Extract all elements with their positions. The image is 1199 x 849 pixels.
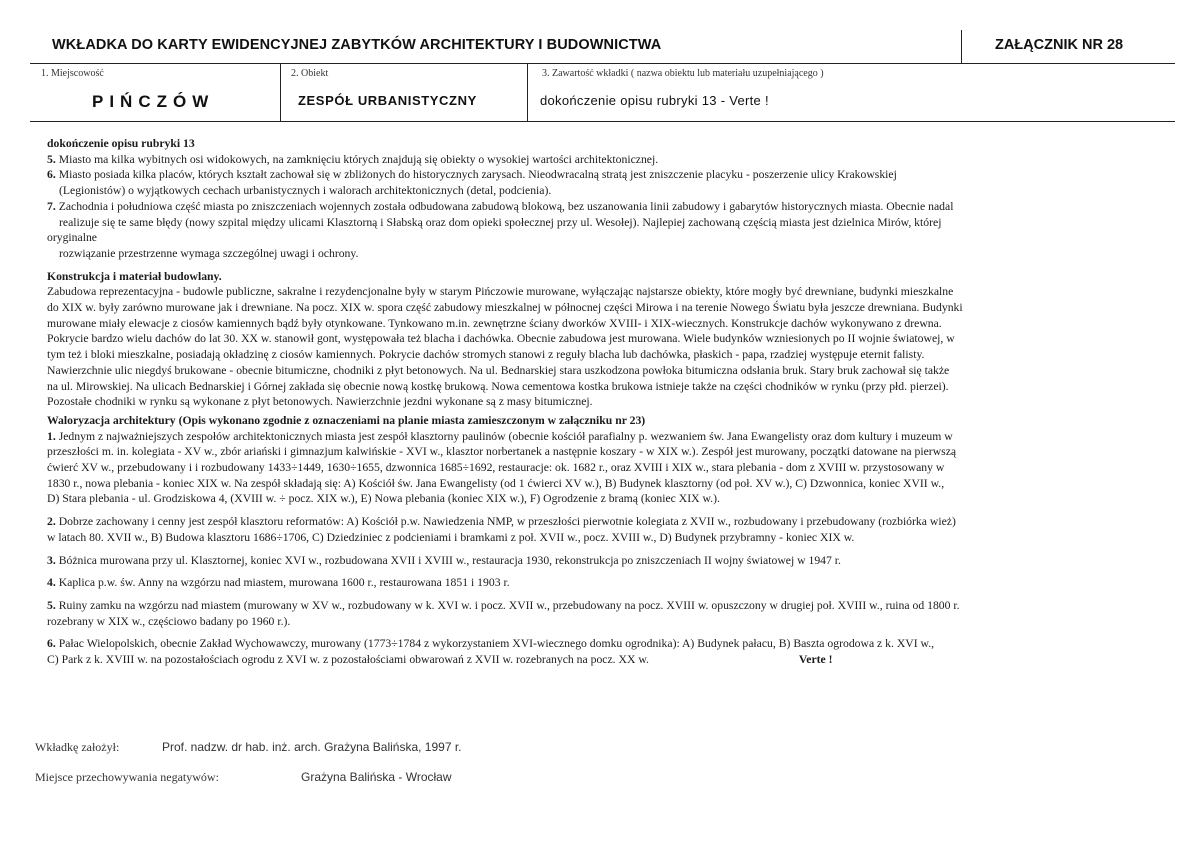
locality-value: PIŃCZÓW	[92, 92, 215, 111]
text-line: C) Park z k. XVIII w. na pozostałościach ogrodu z XVI w. z pozostałościami obwarowań z XVII w. rozebranych na pocz. XX w. Verte !	[47, 653, 833, 667]
paragraph: 7. Zachodnia i południowa część miasta po zniszczeniach wojennych została odbudowana zabudową blokową, bez uszanowania linii zabudowy i gabarytów historycznych miasta. Obecnie nadal	[47, 199, 954, 213]
negatives-label: Miejsce przechowywania negatywów:	[35, 770, 219, 784]
list-item: 4. Kaplica p.w. św. Anny na wzgórzu nad miastem, murowana 1600 r., restaurowana 1851 i 1903 r.	[47, 576, 510, 590]
section-heading: dokończenie opisu rubryki 13	[47, 137, 195, 150]
author-label: Wkładkę założył:	[35, 740, 120, 754]
annex-number: ZAŁĄCZNIK NR 28	[995, 37, 1124, 53]
list-item: 6. Pałac Wielopolskich, obecnie Zakład Wychowawczy, murowany (1773÷1784 z wykorzystaniem XVI-wiecznego domku ogrodnika): A) Budynek pałacu, B) Baszta ogrodowa z k. XVI w.,	[47, 637, 935, 651]
section-heading: Waloryzacja architektury (Opis wykonano zgodnie z oznaczeniami na planie miasta zamieszczonym w załączniku nr 23)	[47, 413, 646, 427]
text-line: ćwierć XV w., przebudowany i i rozbudowany 1433÷1449, 1630÷1655, dzwonnica 1685÷1692, restauracje: ok. 1682 r., oraz XVIII i XIX w., stara plebania - dom z XVIII w. przystosowany w	[47, 461, 945, 475]
author-value: Prof. nadzw. dr hab. inż. arch. Grażyna Balińska, 1997 r.	[162, 740, 462, 754]
list-item: 1. Jednym z najważniejszych zespołów architektonicznych miasta jest zespół klasztorny paulinów (obecnie kościół parafialny p. wezwaniem św. Jana Ewangelisty oraz dom kultury i muzeum w	[47, 429, 953, 443]
locality-label: 1. Miejscowość	[41, 68, 104, 79]
object-value: ZESPÓŁ URBANISTYCZNY	[298, 93, 477, 108]
paragraph-continuation: oryginalne	[47, 231, 97, 245]
paragraph-continuation: realizuje się te same błędy (nowy szpital między ulicami Klasztorną i Słabską oraz dom opieki społecznej przy ul. Wesołej). Najlepiej zachowaną częścią miasta jest dzielnica Mirów, której	[59, 215, 942, 229]
paragraph: 6. Miasto posiada kilka placów, których kształt zachował się w zbliżonych do historycznych zarysach. Nieodwracalną stratą jest zniszczenie placyku - poszerzenie ulicy Krakowskiej	[47, 168, 897, 182]
table-top-border	[30, 63, 1175, 64]
text-line: 1830 r., nowa plebania - koniec XIX w. Na zespół składają się: A) Kościół św. Jana Ewangelisty (od 1 ćwierci XV w.), B) Budynek klasztorny (od poł. XV w.), C) Dzwonnica, koniec XVII w.,	[47, 476, 945, 490]
text-line: rozebrany w XIX w., częściowo badany po 1960 r.).	[47, 614, 291, 628]
paragraph: 5. Miasto ma kilka wybitnych osi widokowych, na zamknięciu których znajdują się obiekty o wysokiej wartości architektonicznej.	[47, 152, 659, 166]
table-divider-2	[527, 63, 528, 121]
form-title: WKŁADKA DO KARTY EWIDENCYJNEJ ZABYTKÓW ARCHITEKTURY I BUDOWNICTWA	[52, 37, 662, 53]
text-line: w latach 80. XVII w., B) Budowa klasztoru 1686÷1706, C) Dziedziniec z podcieniami i bramkami z poł. XVII w., pocz. XVIII w., D) Budynek przybramny - koniec XIX w.	[47, 530, 855, 544]
text-line: murowane miały elewacje z ciosów kamiennych bądź były otynkowane. Tynkowano m.in. zewnętrzne ściany dworków XVIII- i XIX-wiecznych. Konstrukcje dachów wykonywano z drewna.	[47, 316, 942, 330]
header-divider	[961, 30, 962, 63]
paragraph-continuation: rozwiązanie przestrzenne wymaga szczególnej uwagi i ochrony.	[59, 246, 359, 260]
text-line: tym też i bloki mieszkalne, posiadają okładzinę z ciosów kamiennych. Pokrycie dachów stromych stanowi z reguły blacha lub dachówka, płaskich - papa, rzadziej występuje eternit falisty.	[47, 348, 925, 362]
list-item: 3. Bóżnica murowana przy ul. Klasztornej, koniec XVI w., rozbudowana XVII i XVIII w., restauracja 1930, rekonstrukcja po zniszczeniach II wojny światowej w 1947 r.	[47, 553, 841, 567]
verte-note: Verte !	[798, 653, 833, 667]
table-divider-1	[280, 63, 281, 121]
text-line: D) Stara plebania - ul. Grodziskowa 4, (XVIII w. ÷ pocz. XIX w.), E) Nowa plebania (koniec XIX w.), F) Ogrodzenie z bramą (koniec XIX w.).	[47, 492, 720, 506]
text-line: Zabudowa reprezentacyjna - budowle publiczne, sakralne i rezydencjonalne były w starym Pińczowie murowane, wyłączając najstarsze obiekty, które mogły być drewniane, budynki mieszkalne	[47, 285, 954, 299]
list-item: 5. Ruiny zamku na wzgórzu nad miastem (murowany w XV w., rozbudowany w k. XVI w. i pocz. XVII w., przebudowany na pocz. XVIII w. opuszczony w drugiej poł. XVIII w., ruina od 1800 r.	[47, 598, 960, 612]
document-body	[47, 136, 1182, 668]
paragraph-continuation: (Legionistów) o wyjątkowych cechach urbanistycznych i walorach architektonicznych (detal, podcienia).	[59, 184, 552, 198]
section-heading: Konstrukcja i materiał budowlany.	[47, 269, 222, 283]
content-label: 3. Zawartość wkładki ( nazwa obiektu lub materiału uzupełniającego )	[542, 68, 824, 79]
object-label: 2. Obiekt	[291, 68, 329, 79]
text-line: przeszłości m. in. kolegiata - XV w., zbór ariański i gimnazjum kalwińskie - XVI w., klasztor norbertanek a następnie koszary - w XIX w.). Zespół jest murowany, początki datowane na pierwszą	[47, 445, 957, 459]
text-line: do XIX w. były zarówno murowane jak i drewniane. Na pocz. XIX w. spora część zabudowy mieszkalnej w północnej części Mirowa i na terenie Nowego Światu była jeszcze drewniana. Budynki	[47, 301, 963, 315]
text-line: Nawierzchnie ulic niegdyś brukowane - obecnie bitumiczne, chodniki z płyt betonowych. Na ul. Bednarskiej stara uszkodzona powłoka bitumiczna odsłania bruk. Stary bruk zachował się także	[47, 363, 950, 377]
text-line: Pokrycie bardzo wielu dachów do lat 30. XX w. stanowił gont, występowała też blacha i dachówka. Obecnie zabudowa jest murowana. Wiele budynków wzniesionych po II wojnie światowej, w	[47, 332, 955, 346]
text-line: na ul. Mirowskiej. Na ulicach Bednarskiej i Górnej zakłada się obecnie nową kostkę brukową. Nowa cementowa kostka brukowa istnieje także na części chodników w rynku (przy płd. pierzei).	[47, 379, 949, 393]
text-line: Pozostałe chodniki w rynku są wykonane z płyt betonowych. Nawierzchnie jezdni wykonane są z masy bitumicznej.	[47, 395, 593, 409]
negatives-value: Grażyna Balińska - Wrocław	[301, 770, 452, 784]
content-value: dokończenie opisu rubryki 13 - Verte !	[540, 93, 769, 108]
list-item: 2. Dobrze zachowany i cenny jest zespół klasztoru reformatów: A) Kościół p.w. Nawiedzenia NMP, w przeszłości pierwotnie kolegiata z XVII w., rozbudowany i przebudowany (rozbiórka wież)	[47, 515, 956, 529]
table-bottom-border	[30, 121, 1175, 122]
